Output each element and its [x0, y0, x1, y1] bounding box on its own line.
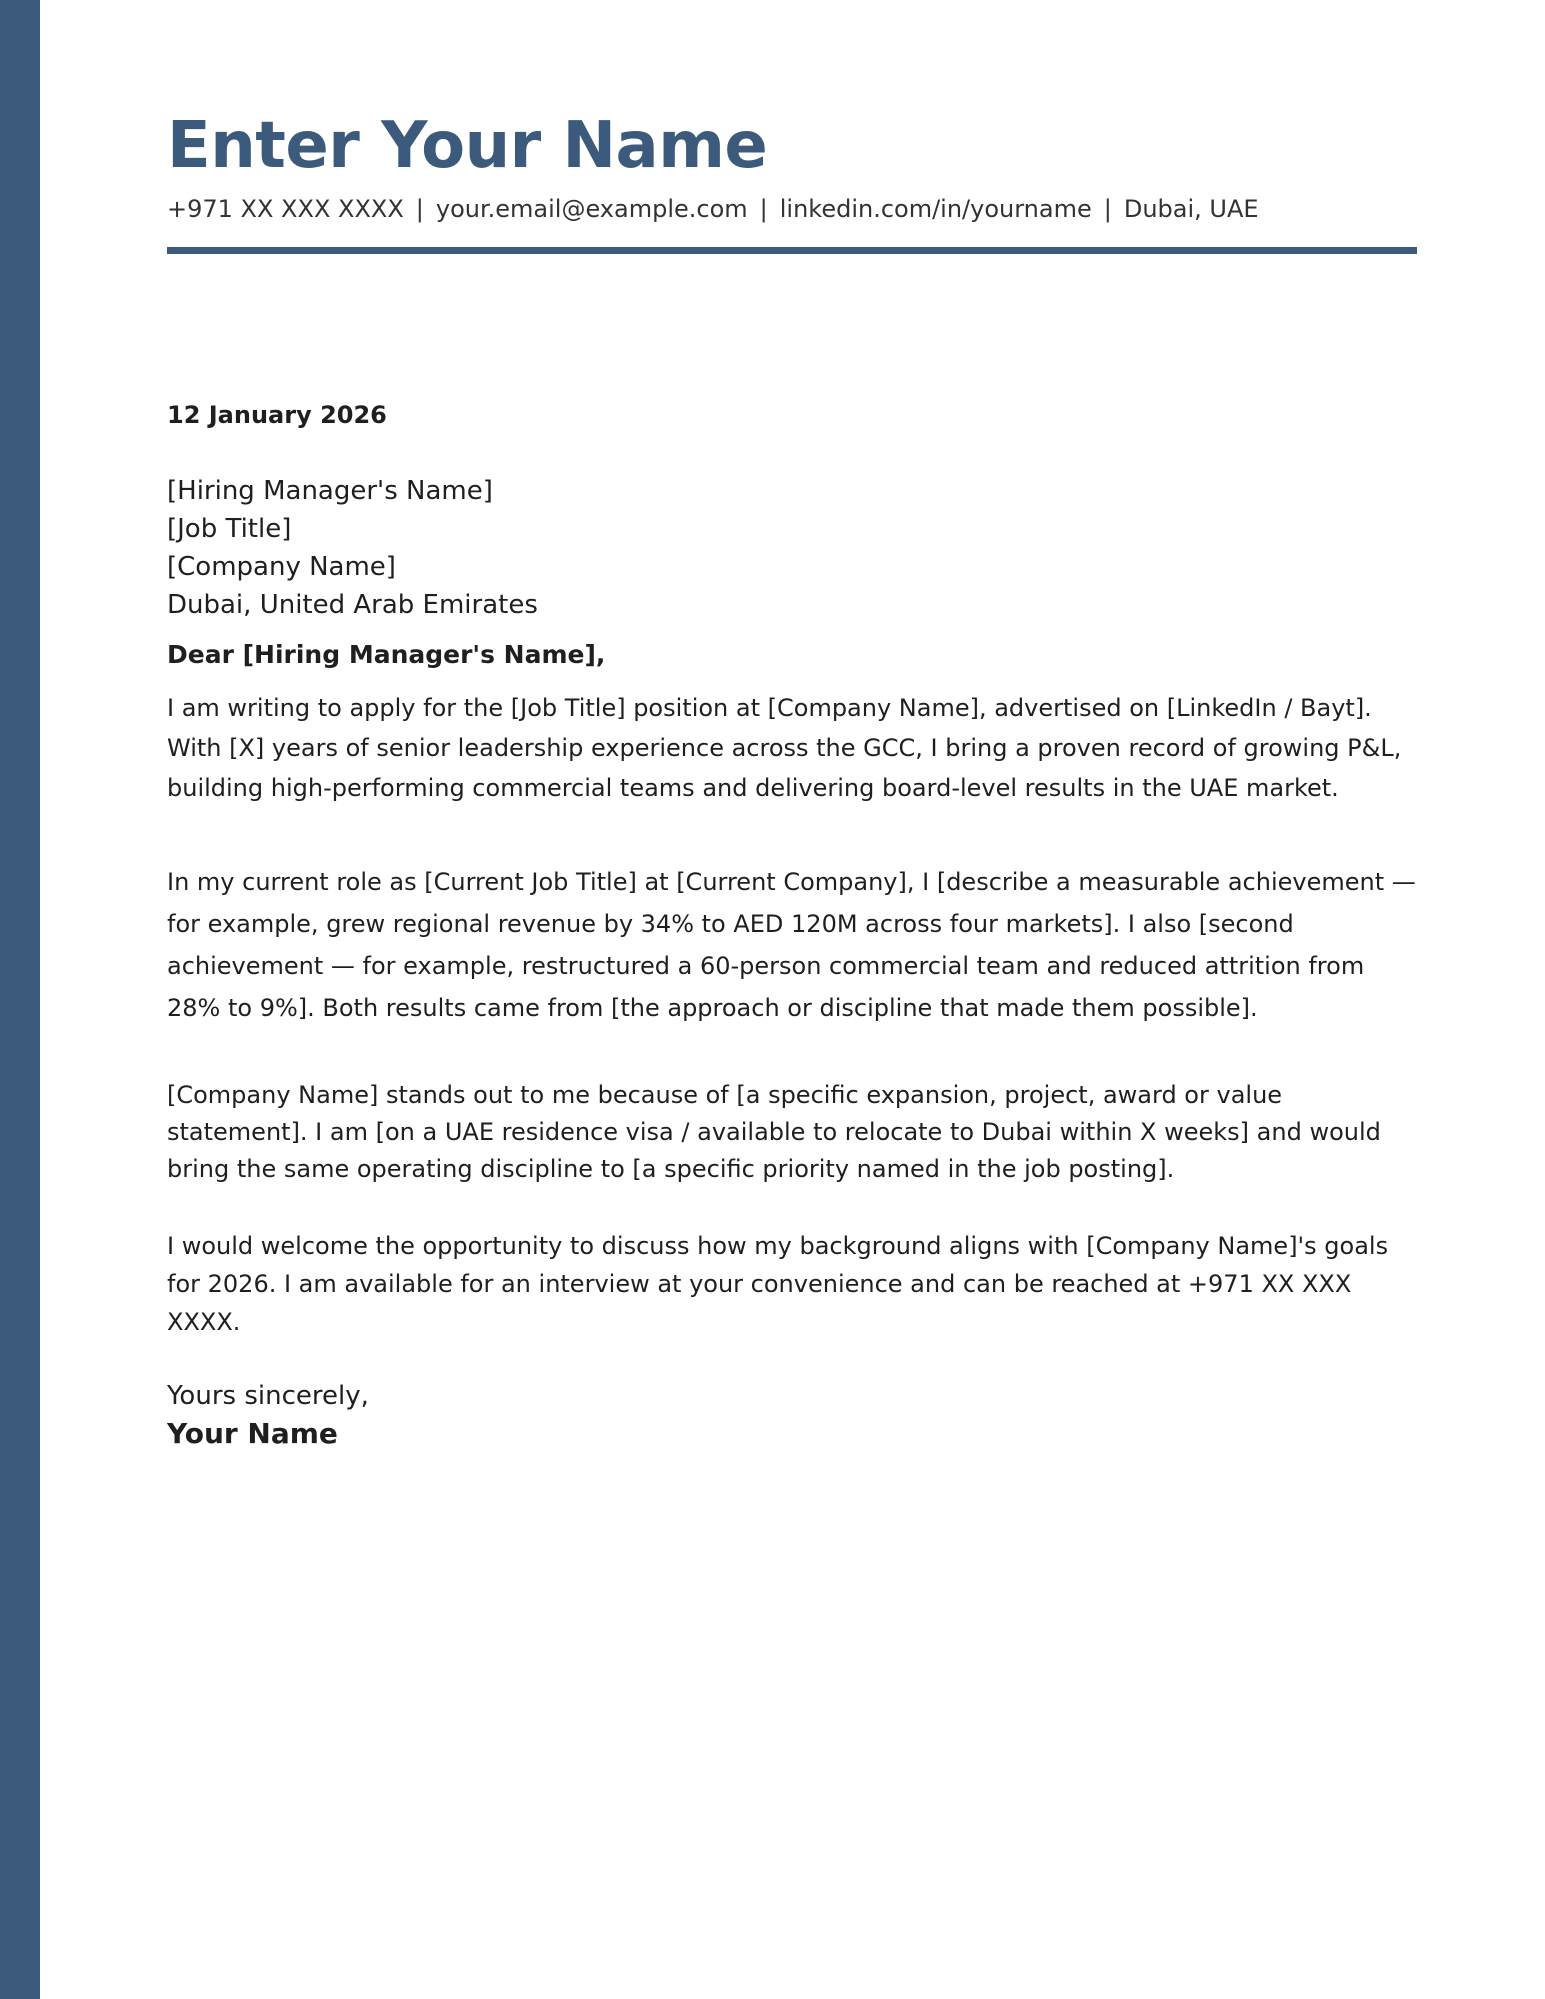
- contact-line: [167, 193, 1259, 225]
- closing-phrase: Yours sincerely,: [167, 1381, 369, 1411]
- contact-separator: |: [415, 195, 424, 223]
- letter-date: 12 January 2026: [167, 401, 387, 429]
- salutation: Dear [Hiring Manager's Name],: [167, 640, 606, 669]
- body-paragraph-intro: I am writing to apply for the [Job Title] position at [Company Name], advertised on [LinkedIn / Bayt]. With [X] years of senior leadership experience across the GCC, I bring a proven record of growing P&L, building high-performing commercial teams and delivering board-level results in the UAE market.: [167, 694, 1402, 802]
- recipient-manager-name: [Hiring Manager's Name]: [167, 476, 493, 506]
- recipient-company-name: [Company Name]: [167, 552, 396, 582]
- contact-separator: |: [759, 195, 768, 223]
- header-divider: [167, 247, 1417, 254]
- recipient-job-title: [Job Title]: [167, 514, 292, 544]
- body-paragraph-achievements: In my current role as [Current Job Title] at [Current Company], I [describe a measurable achievement — for example, grew regional revenue by 34% to AED 120M across four markets]. I also [second achievement — for example, restructured a 60-person commercial team and reduced attrition from 28% to 9%]. Both results came from [the approach or discipline that made them possible].: [167, 868, 1416, 1022]
- applicant-name: Enter Your Name: [167, 109, 768, 183]
- contact-email: your.email@example.com: [435, 195, 748, 223]
- contact-separator: |: [1103, 195, 1112, 223]
- contact-phone: +971 XX XXX XXXX: [167, 195, 404, 223]
- side-accent-bar: [0, 0, 40, 1999]
- body-paragraph-closing: I would welcome the opportunity to discuss how my background aligns with [Company Name]'s goals for 2026. I am available for an interview at your convenience and can be reached at +971 XX XXX XXXX.: [167, 1232, 1389, 1336]
- contact-linkedin: linkedin.com/in/yourname: [779, 195, 1092, 223]
- contact-location: Dubai, UAE: [1123, 195, 1259, 223]
- recipient-block: [167, 472, 538, 624]
- recipient-address: Dubai, United Arab Emirates: [167, 590, 538, 620]
- body-paragraph-motivation: [Company Name] stands out to me because of [a specific expansion, project, award or value statement]. I am [on a UAE residence visa / available to relocate to Dubai within X weeks] and would bring the same operating discipline to [a specific priority named in the job posting].: [167, 1081, 1381, 1183]
- signature-name: Your Name: [167, 1417, 338, 1450]
